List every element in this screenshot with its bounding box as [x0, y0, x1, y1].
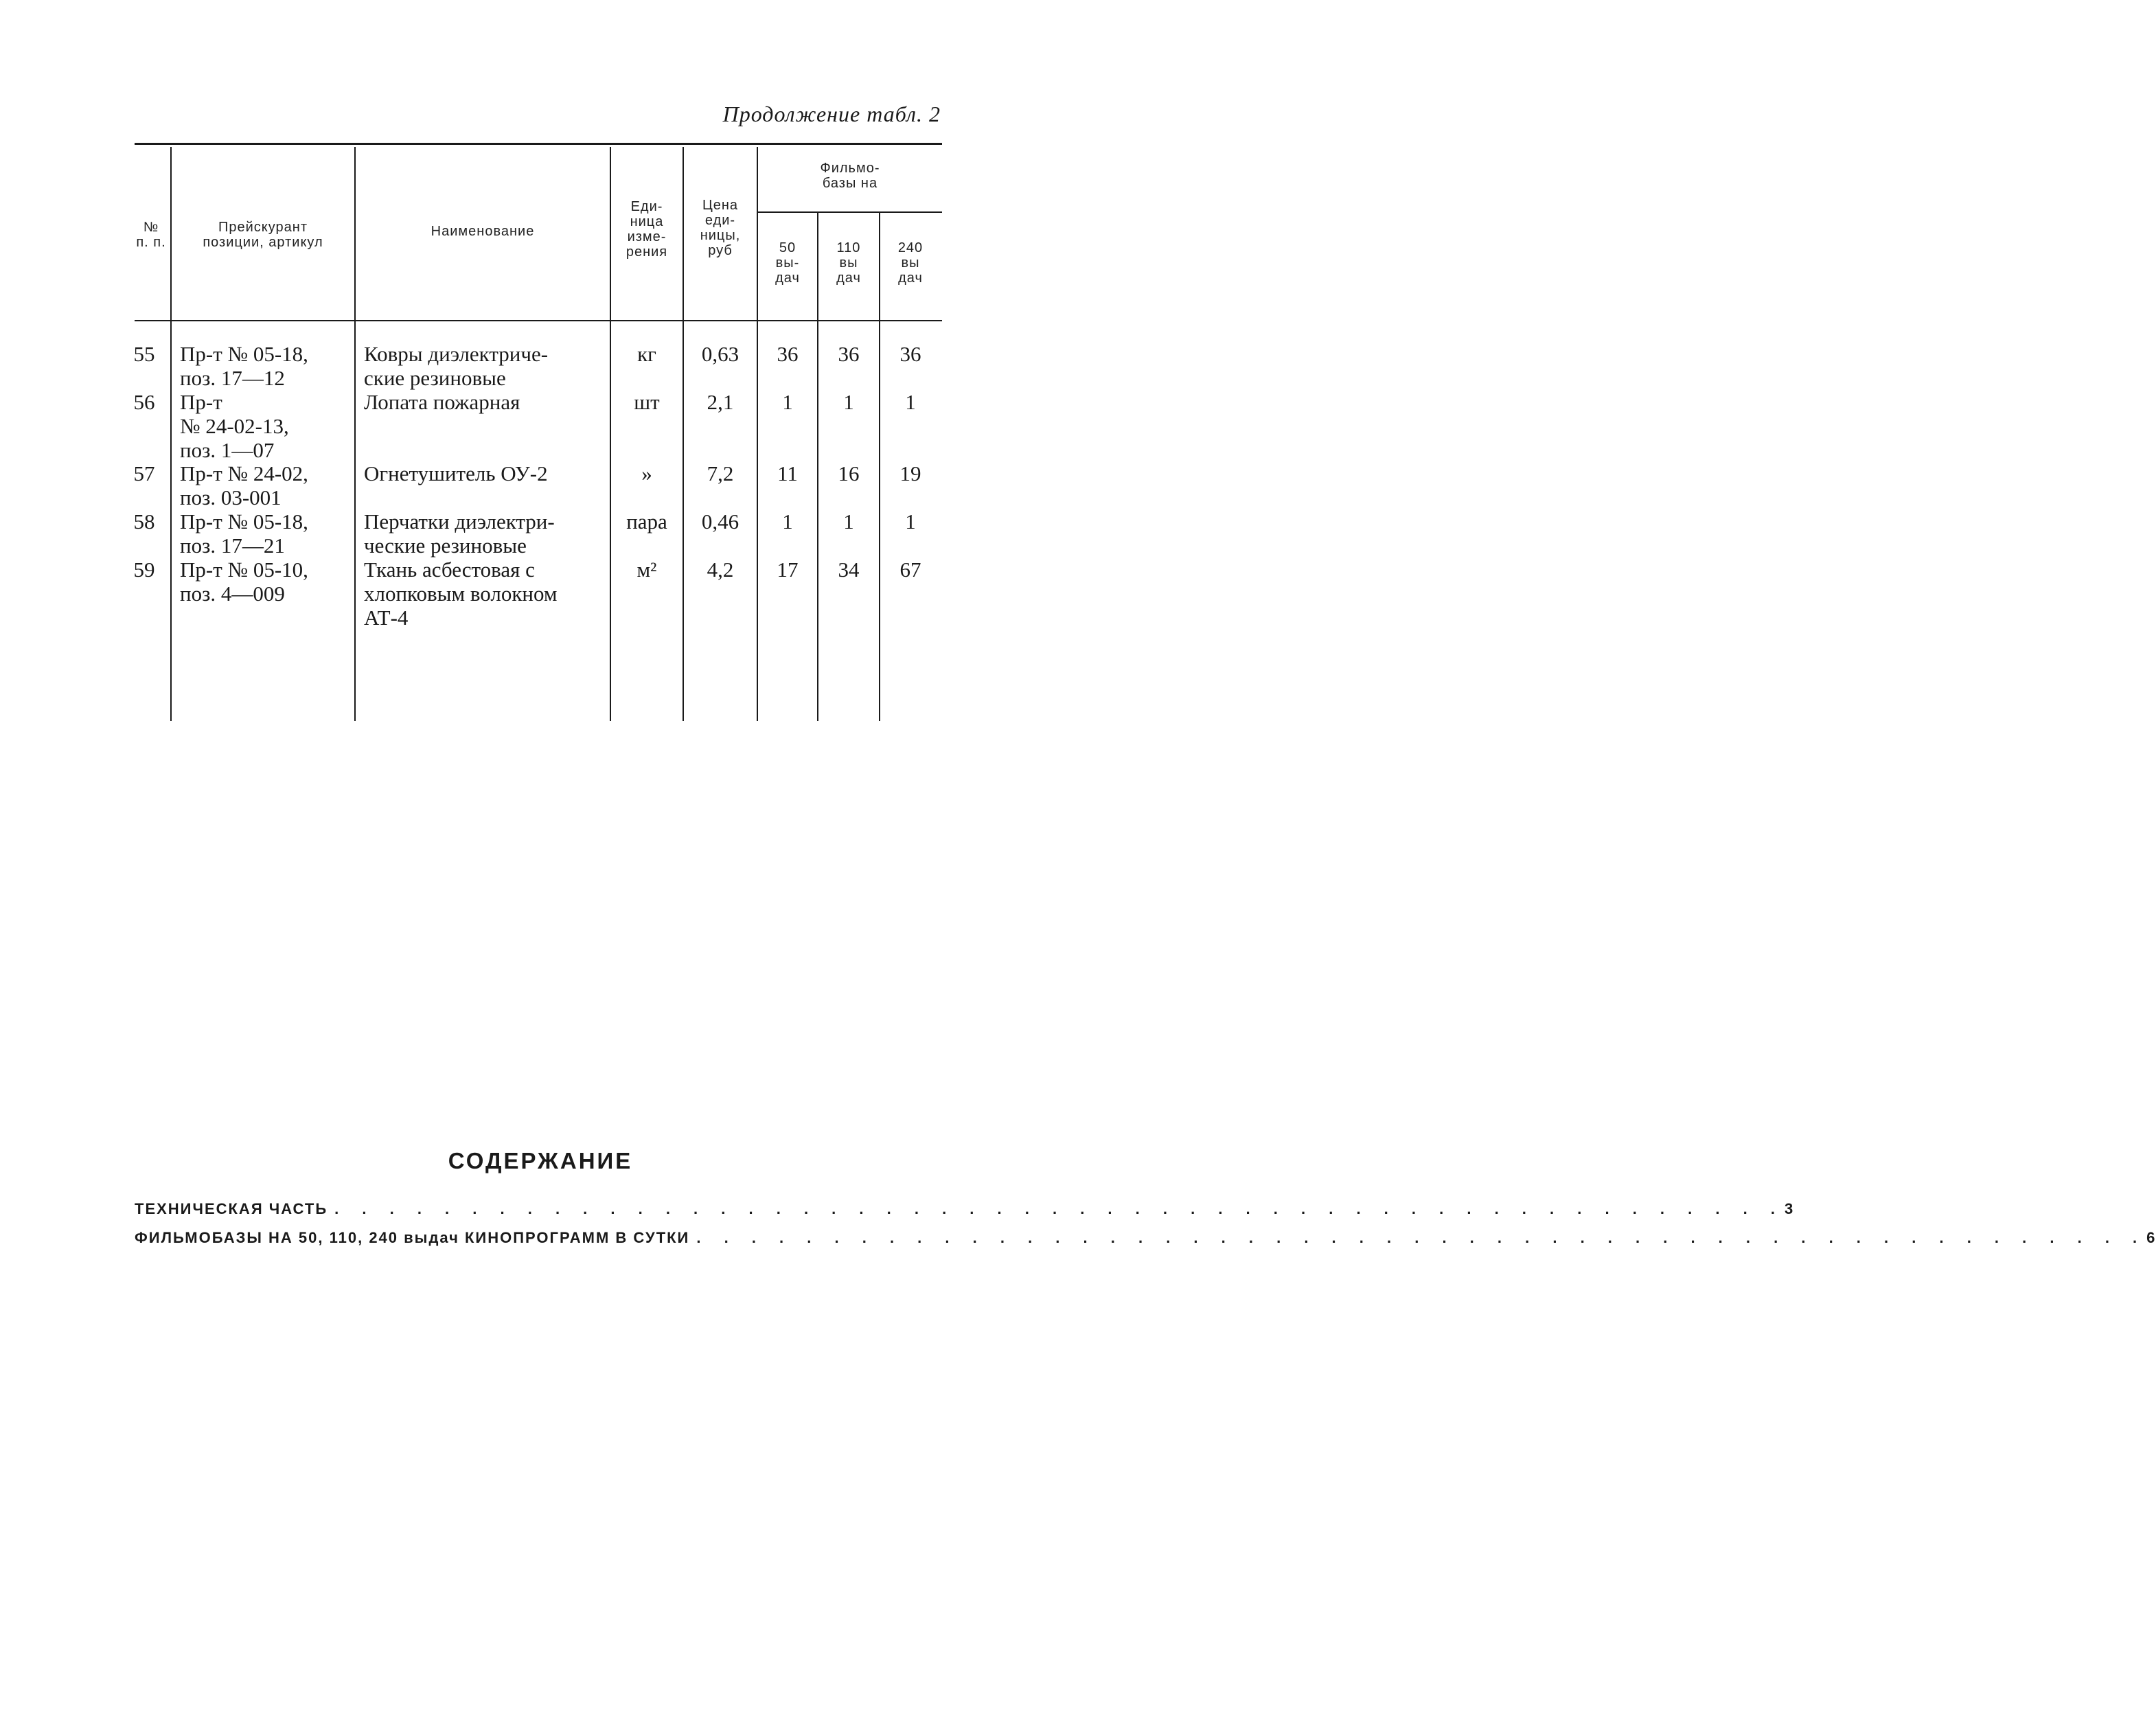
row-name: Огнетушитель ОУ-2 — [364, 461, 548, 485]
header-240: 240 вы дач — [897, 240, 924, 286]
group-header-rule — [757, 211, 942, 213]
row-value-50: 1 — [782, 390, 793, 414]
contents-entry[interactable] — [135, 1200, 1795, 1224]
row-number: 57 — [133, 461, 155, 485]
contents-entry-label: ФИЛЬМОБАЗЫ НА 50, 110, 240 выдач КИНОПРОГРАММ В СУТКИ — [135, 1229, 690, 1246]
row-value-50: 36 — [777, 342, 799, 366]
contents-entry[interactable] — [135, 1229, 2156, 1252]
header-50: 50 вы- дач — [775, 240, 800, 286]
header-price: Цена еди- ницы, руб — [700, 198, 741, 258]
row-unit: пара — [626, 509, 667, 533]
row-number: 55 — [133, 342, 155, 366]
header-film-bases: Фильмо- базы на — [820, 161, 880, 191]
row-price: 0,63 — [701, 342, 739, 366]
contents-entry-page: 6 — [2146, 1229, 2156, 1246]
contents-entry-label: ТЕХНИЧЕСКАЯ ЧАСТЬ — [135, 1200, 328, 1217]
row-value-110: 16 — [838, 461, 860, 485]
row-price: 0,46 — [701, 509, 739, 533]
row-value-240: 36 — [899, 342, 921, 366]
row-price-list: Пр-т № 05-18, поз. 17—12 — [180, 342, 308, 390]
row-value-50: 11 — [777, 461, 798, 485]
contents-title: СОДЕРЖАНИЕ — [448, 1148, 633, 1173]
header-110: 110 вы дач — [836, 240, 861, 286]
header-name: Наименование — [431, 224, 535, 239]
row-price-list: Пр-т № 05-18, поз. 17—21 — [180, 509, 308, 558]
row-name: Перчатки диэлектри- ческие резиновые — [364, 509, 555, 558]
row-unit: м² — [637, 558, 657, 582]
row-value-110: 1 — [843, 509, 854, 533]
column-divider — [757, 147, 758, 721]
header-price-list: Прейскурант позиции, артикул — [203, 220, 323, 250]
row-number: 59 — [133, 558, 155, 582]
leader-dots: . . . . . . . . . . . . . . . . . . . . . . . . . . . . . . . . . . . . . . . . . . . . . . . . . . . . . — [696, 1229, 2147, 1246]
leader-dots: . . . . . . . . . . . . . . . . . . . . . . . . . . . . . . . . . . . . . . . . . . . . . . . . . . . . . — [334, 1200, 1785, 1217]
row-price-list: Пр-т № 24-02, поз. 03-001 — [180, 461, 308, 509]
row-price: 2,1 — [707, 390, 734, 414]
row-value-240: 19 — [899, 461, 921, 485]
row-value-50: 1 — [782, 509, 793, 533]
row-unit: кг — [637, 342, 656, 366]
header-number: № п. п. — [136, 220, 166, 250]
row-number: 56 — [133, 390, 155, 414]
header-unit: Еди- ница изме- рения — [626, 199, 668, 260]
row-value-240: 67 — [899, 558, 921, 582]
row-name: Лопата пожарная — [364, 390, 520, 414]
contents-entry-page: 3 — [1784, 1200, 1795, 1217]
header-bottom-rule — [135, 320, 942, 321]
row-price: 4,2 — [707, 558, 734, 582]
row-value-240: 1 — [905, 509, 916, 533]
row-name: Ткань асбестовая с хлопковым волокном АТ-4 — [364, 558, 558, 630]
row-number: 58 — [133, 509, 155, 533]
table-continuation-caption: Продолжение табл. 2 — [722, 102, 941, 126]
row-value-240: 1 — [905, 390, 916, 414]
row-unit: шт — [634, 390, 660, 414]
row-value-50: 17 — [777, 558, 799, 582]
row-value-110: 34 — [838, 558, 860, 582]
row-price-list: Пр-т № 05-10, поз. 4—009 — [180, 558, 308, 606]
table-top-rule — [135, 143, 942, 145]
row-unit: » — [641, 461, 652, 485]
row-price-list: Пр-т № 24-02-13, поз. 1—07 — [180, 390, 289, 462]
row-value-110: 1 — [843, 390, 854, 414]
row-price: 7,2 — [707, 461, 734, 485]
row-value-110: 36 — [838, 342, 860, 366]
row-name: Ковры диэлектриче- ские резиновые — [364, 342, 549, 390]
